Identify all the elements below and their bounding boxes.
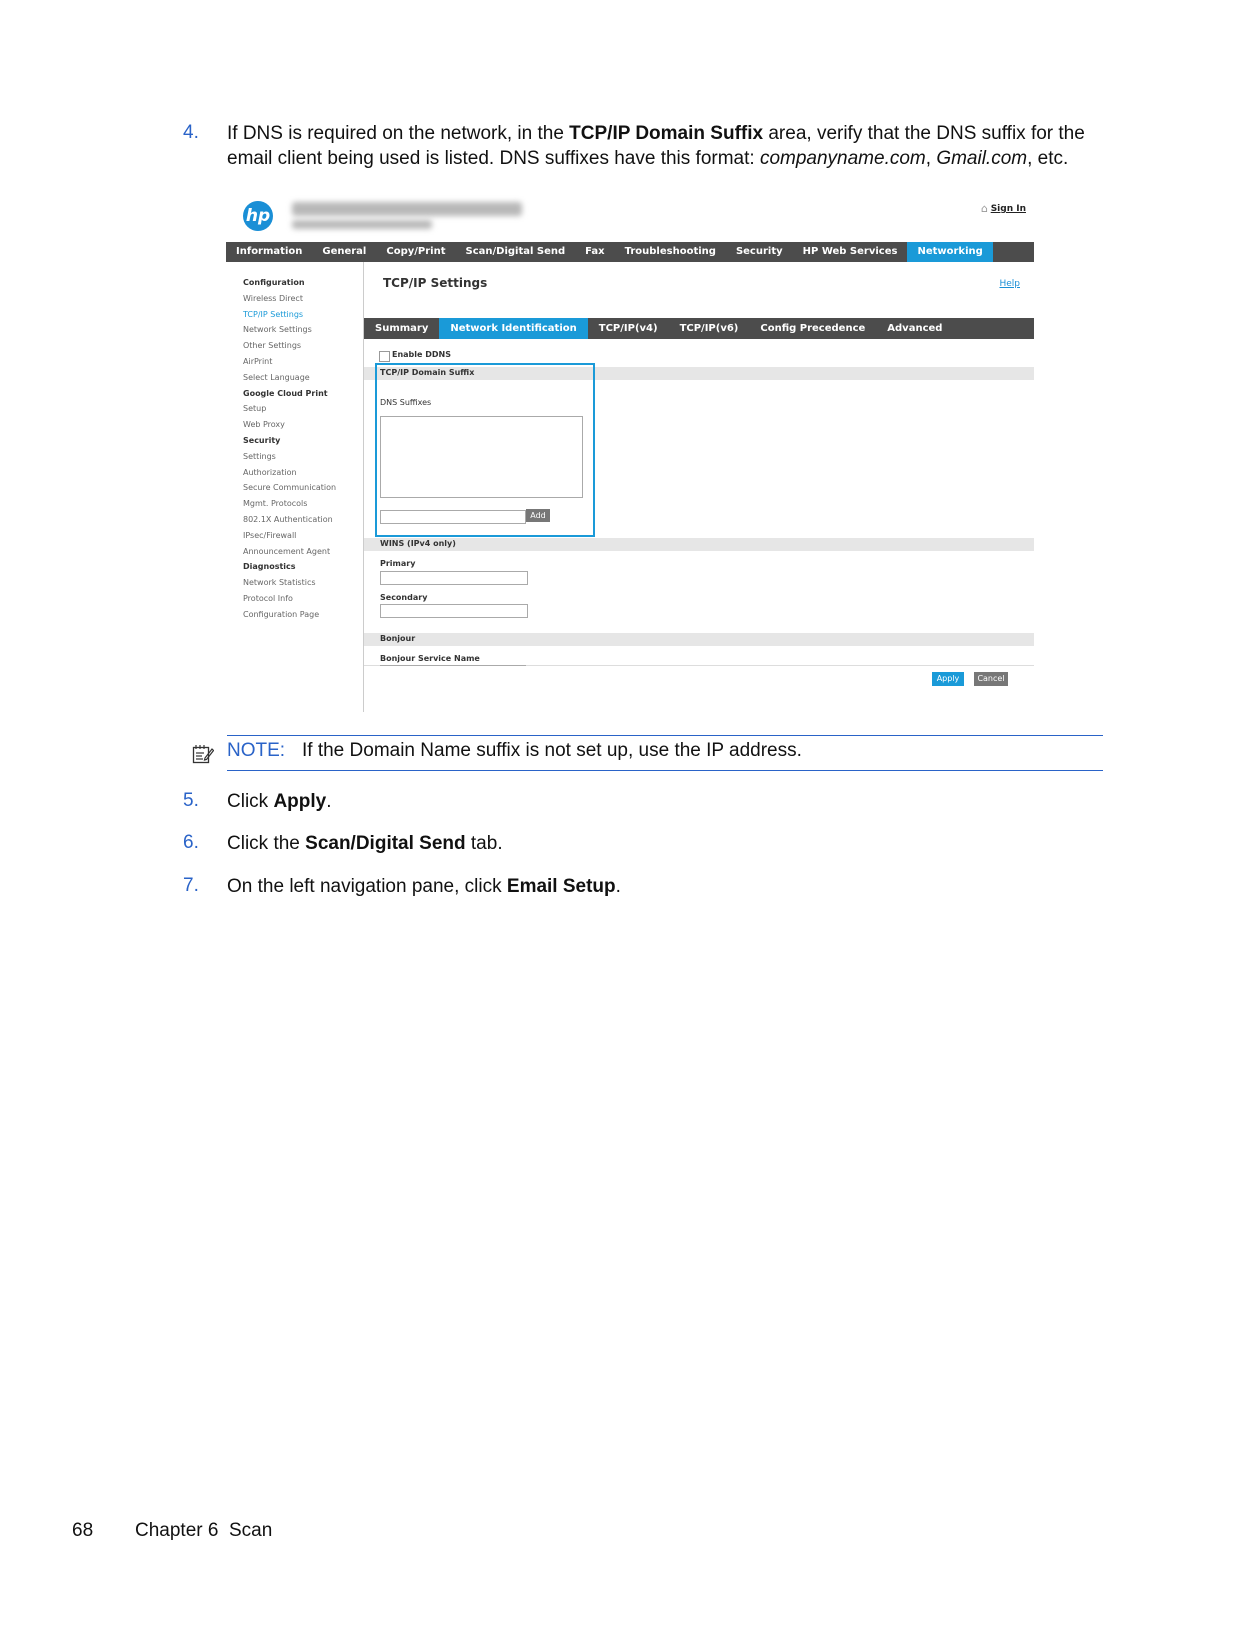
sub-tab[interactable]: Summary [375,323,429,334]
separator: , [925,148,937,169]
top-tab[interactable]: HP Web Services [802,246,898,257]
step-text: . [615,876,621,897]
left-nav-item[interactable]: Protocol Info [243,593,293,603]
secondary-input[interactable] [380,604,528,618]
left-nav-item[interactable]: Setup [243,404,267,414]
top-tab[interactable]: Information [236,246,303,257]
step-text: , etc. [1027,148,1069,169]
left-nav-item[interactable]: Configuration Page [243,609,320,619]
step-text: If DNS is required on the network, in the [227,123,570,144]
top-tab[interactable]: Security [735,246,783,257]
sub-tab[interactable]: Advanced [887,323,943,334]
left-nav-item[interactable]: Wireless Direct [243,293,303,303]
top-tab[interactable]: Scan/Digital Send [465,246,566,257]
top-tab[interactable]: Troubleshooting [624,246,716,257]
top-nav [226,242,1034,262]
primary-input[interactable] [380,571,528,585]
left-nav-section: Configuration [243,278,305,287]
chapter-title: Chapter 6 Scan [135,1520,273,1541]
highlight-box [375,363,595,537]
wins-band [364,538,1034,551]
left-nav-item[interactable]: Settings [243,451,276,461]
add-button[interactable]: Add [526,509,550,522]
bonjour-service-name-label: Bonjour Service Name [380,654,480,663]
step-text: Click the [227,833,306,854]
apply-button[interactable]: Apply [932,672,964,686]
step-text: . [326,791,332,812]
sub-tab[interactable]: Network Identification [439,318,587,339]
step-4-text [227,121,1117,171]
step-number: 5. [183,790,199,811]
left-nav-item[interactable]: Select Language [243,372,310,382]
sub-tab[interactable]: TCP/IP(v6) [679,323,739,334]
help-link[interactable]: Help [999,279,1020,289]
sub-tab[interactable]: TCP/IP(v4) [598,323,658,334]
step-text: tab. [465,833,503,854]
top-tab[interactable]: Fax [585,246,605,257]
dns-suffixes-label: DNS Suffixes [380,398,432,407]
step-number: 7. [183,875,199,896]
page-title: TCP/IP Settings [383,276,488,290]
step-bold-term: Apply [273,791,327,812]
left-nav-item[interactable]: 802.1X Authentication [243,514,333,524]
step-text: area, verify that the DNS suffix for the email client being used is listed. DNS suffixes have this format: [227,123,1085,169]
step-bold-term: TCP/IP Domain Suffix [569,123,764,144]
left-nav-item[interactable]: Network Settings [243,325,312,335]
top-tab[interactable]: Networking [907,242,992,262]
left-nav-item[interactable]: Web Proxy [243,420,285,430]
wins-header: WINS (IPv4 only) [380,539,456,548]
enable-ddns-label: Enable DDNS [392,350,451,359]
left-nav-section: Diagnostics [243,562,296,572]
left-nav-item[interactable]: Other Settings [243,341,302,351]
note-label: NOTE: [227,740,286,761]
cancel-button[interactable]: Cancel [974,672,1008,686]
step-number: 6. [183,832,199,853]
hp-logo: hp [243,201,273,231]
note-icon [192,744,214,764]
left-nav-item[interactable]: AirPrint [243,356,273,366]
note-text: If the Domain Name suffix is not set up, use the IP address. [302,740,802,761]
ews-screenshot [226,193,1034,713]
home-icon[interactable]: ⌂ [981,202,988,215]
secondary-label: Secondary [380,593,428,602]
sub-nav [364,318,1034,339]
left-nav-item[interactable]: IPsec/Firewall [243,530,297,540]
step-5-text [227,789,332,814]
example-domain: companyname.com [759,148,926,169]
left-nav-item[interactable]: Authorization [243,467,297,477]
left-nav-item[interactable]: TCP/IP Settings [243,309,304,319]
left-nav-section: Security [243,435,281,445]
step-7-text [227,874,621,899]
step-number: 4. [183,122,199,143]
divider [380,665,526,666]
left-nav-item[interactable]: Network Statistics [243,578,316,588]
enable-ddns-checkbox[interactable] [379,351,390,362]
bonjour-header: Bonjour [380,634,416,643]
step-bold-term: Email Setup [506,876,616,897]
top-tab[interactable]: General [322,246,367,257]
sub-tab[interactable]: Config Precedence [760,323,866,334]
sign-in-link[interactable]: Sign In [990,204,1026,214]
step-text: Click [227,791,274,812]
top-tab[interactable]: Copy/Print [386,246,446,257]
blurred-printer-name [292,202,522,216]
step-text: On the left navigation pane, click [227,876,507,897]
blurred-printer-address [292,220,432,229]
left-nav-section: Google Cloud Print [243,388,328,398]
left-nav-item[interactable]: Mgmt. Protocols [243,499,308,509]
step-bold-term: Scan/Digital Send [305,833,466,854]
left-nav [243,275,363,623]
domain-suffix-header: TCP/IP Domain Suffix [380,368,475,377]
bonjour-band [364,633,1034,646]
example-domain: Gmail.com [936,148,1028,169]
page-number: 68 [72,1520,94,1541]
step-6-text [227,831,503,856]
left-nav-item[interactable]: Secure Communication [243,483,337,493]
primary-label: Primary [380,559,416,568]
left-nav-item[interactable]: Announcement Agent [243,546,331,556]
